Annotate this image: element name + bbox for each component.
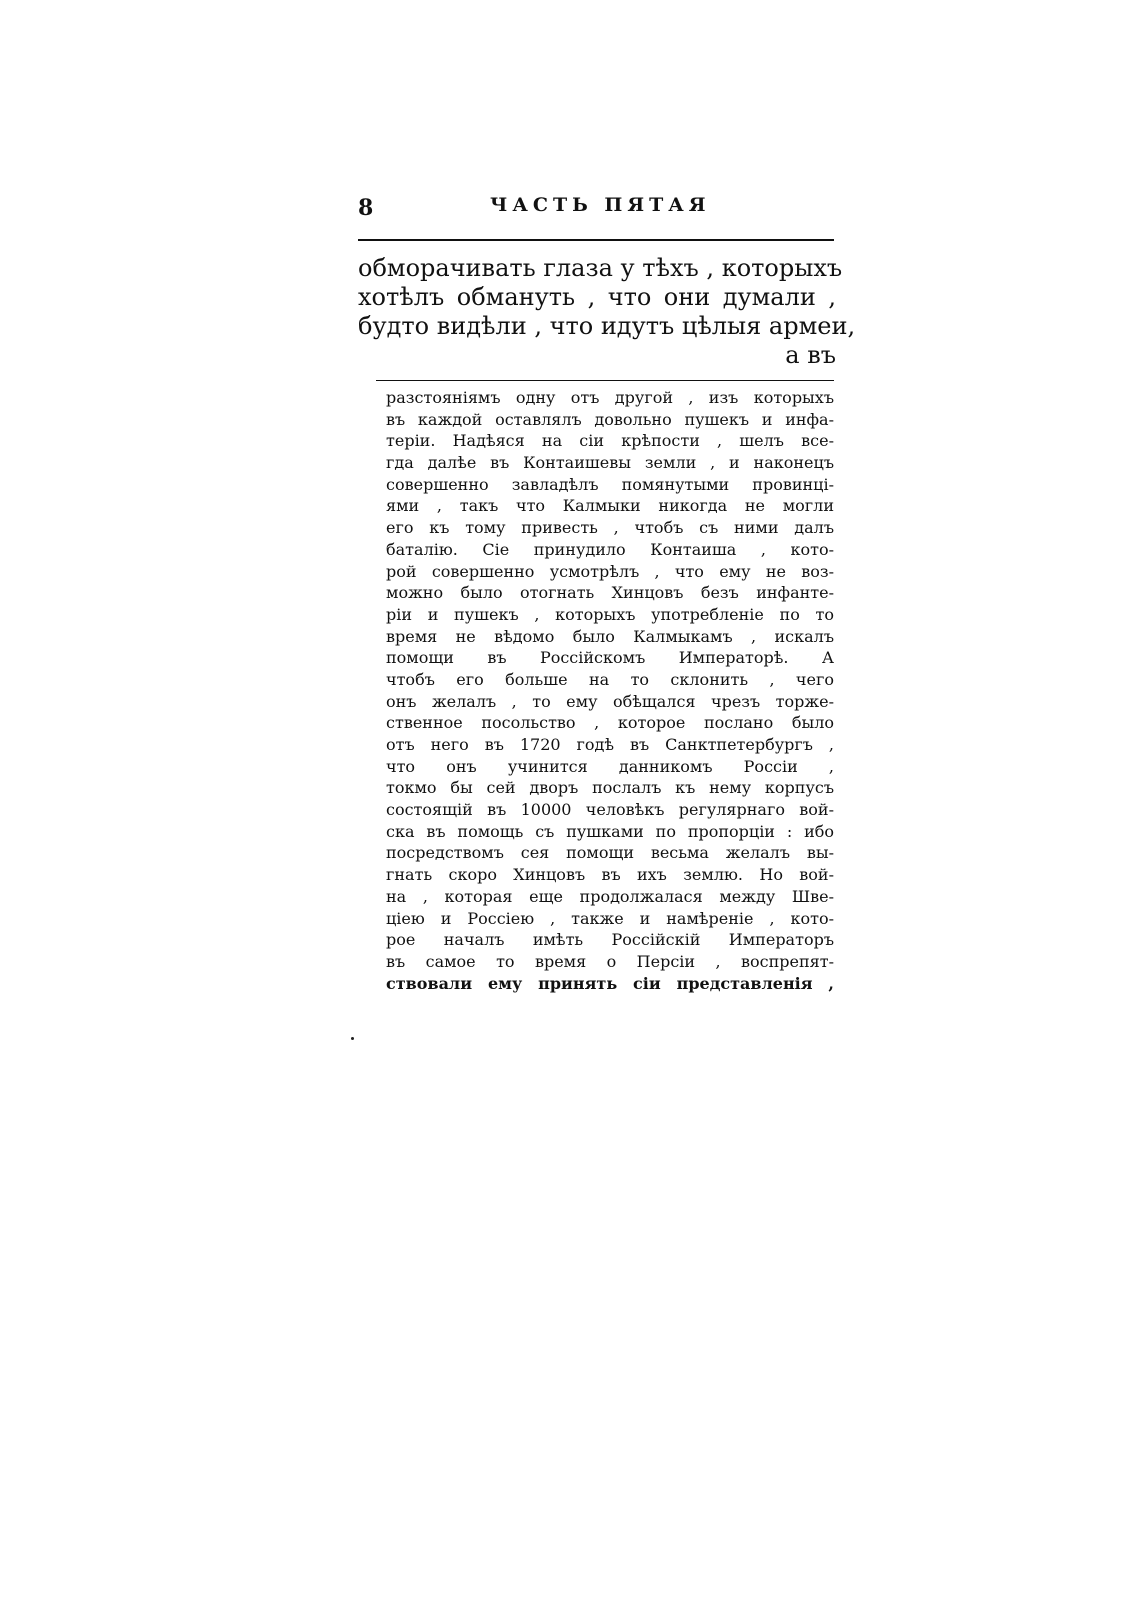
footnote-line: гнать скоро Хинцовъ въ ихъ землю. Но вой- [386,865,834,885]
footnote-line: ственное посольство , которое послано было [386,713,834,733]
footnote-line: баталію. Сіе принудило Контаиша , кото- [386,539,834,559]
footnote-block [386,387,834,994]
footnote-line: ріи и пушекъ , которыхъ употребленіе по то [386,604,834,624]
footnote-line: на , которая еще продолжалася между Шве- [386,886,834,906]
footnote-line: его къ тому привесть , чтобъ съ ними далъ [386,518,834,538]
footnote-line: можно было отогнать Хинцовъ безъ инфанте- [386,583,834,603]
footnote-line: состоящій въ 10000 человѣкъ регулярнаго вой- [386,800,834,820]
footnote-line: рое началъ имѣть Россійскій Императоръ [386,930,834,950]
footnote-line: совершенно завладѣлъ помянутыми провинці- [386,474,834,494]
footnote-line: токмо бы сей дворъ послалъ къ нему корпусъ [386,778,834,798]
footnote-line: онъ желалъ , то ему обѣщался чрезъ торже- [386,691,834,711]
footnote-line: посредствомъ сея помощи весьма желалъ вы- [386,843,834,863]
main-text-block [358,254,856,370]
footnote-line: время не вѣдомо было Калмыкамъ , искалъ [386,626,834,646]
footnote-line: въ каждой оставлялъ довольно пушекъ и инфа- [386,409,834,429]
footnote-line: въ самое то время о Персіи , воспрепят- [386,951,834,971]
footnote-line: отъ него въ 1720 годѣ въ Санктпетербургъ , [386,735,834,754]
main-text-line: будто видѣли , что идутъ цѣлыя армеи, [358,312,856,340]
footnote-rule [376,380,834,381]
footnote-line: что онъ учинится данникомъ Россіи , [386,756,834,776]
footnote-line: ствовали ему принять сіи представленія , [386,973,834,993]
footnote-line: теріи. Надѣяся на сіи крѣпости , шелъ все- [386,431,834,451]
footnote-line: ями , такъ что Калмыки никогда не могли [386,496,834,516]
footnote-line: ска въ помощь съ пушками по пропорціи : ибо [386,821,834,841]
main-text-line: обморачивать глаза у тѣхъ , которыхъ [358,254,843,282]
footnote-line: разстояніямъ одну отъ другой , изъ которыхъ [386,388,834,407]
footnote-line: рой совершенно усмотрѣлъ , что ему не воз- [386,561,834,581]
main-text-line: хотѣлъ обмануть , что они думали , [358,283,836,311]
catchword-line: а въ [785,341,836,369]
footnote-line: помощи въ Россійскомъ Императорѣ. А [386,648,834,668]
header-rule [358,239,834,241]
page-number: 8 [358,195,374,221]
footnote-line: ціею и Россіею , также и намѣреніе , кото- [386,908,834,928]
footnote-line: гда далѣе въ Контаишевы земли , и наконецъ [386,453,834,473]
ink-speck [351,1037,354,1040]
footnote-line: чтобъ его больше на то склонить , чего [386,669,834,689]
running-title: ЧАСТЬ ПЯТАЯ [490,194,711,216]
